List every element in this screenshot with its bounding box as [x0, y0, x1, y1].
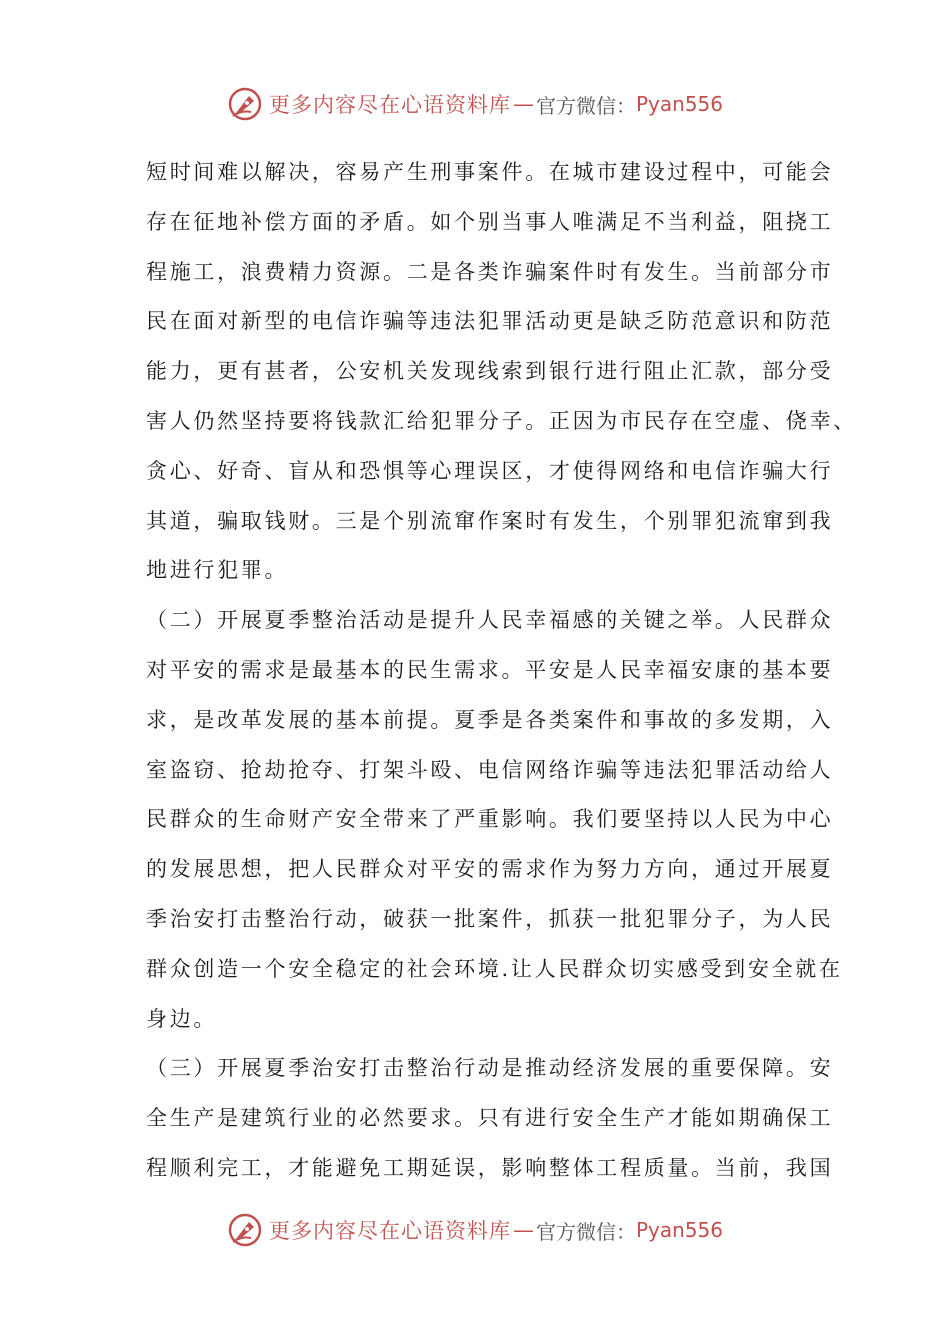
header-banner: [0, 84, 950, 124]
text-line: 能力，更有甚者，公安机关发现线索到银行进行阻止汇款，部分受: [146, 359, 834, 384]
text-line: 民群众的生命财产安全带来了严重影响。我们要坚持以人民为中心: [146, 807, 834, 832]
text-line: 地进行犯罪。: [146, 558, 289, 583]
text-line: 的发展思想，把人民群众对平安的需求作为努力方向，通过开展夏: [146, 857, 834, 882]
pen-nib-logo-icon: [227, 86, 263, 122]
wechat-label: 官方微信：: [535, 93, 636, 118]
text-line: 身边。: [146, 1006, 218, 1031]
brand-dash: —: [512, 1218, 534, 1242]
wechat-id: Pyan556: [635, 1218, 723, 1242]
text-line: （三）开展夏季治安打击整治行动是推动经济发展的重要保障。安: [146, 1056, 834, 1081]
brand-dash: —: [512, 92, 534, 116]
text-line: （二）开展夏季整治活动是提升人民幸福感的关键之举。人民群众: [146, 608, 834, 633]
text-line: 害人仍然坚持要将钱款汇给犯罪分子。正因为市民存在空虚、侥幸、: [146, 408, 857, 433]
text-line: 求，是改革发展的基本前提。夏季是各类案件和事故的多发期，入: [146, 707, 834, 732]
text-line: 群众创造一个安全稳定的社会环境.让人民群众切实感受到安全就在: [146, 956, 843, 981]
document-body: [146, 148, 857, 1194]
text-line: 季治安打击整治行动，破获一批案件，抓获一批犯罪分子，为人民: [146, 906, 834, 931]
text-line: 全生产是建筑行业的必然要求。只有进行安全生产才能如期确保工: [146, 1106, 834, 1131]
wechat-id: Pyan556: [635, 92, 723, 116]
text-line: 民在面对新型的电信诈骗等违法犯罪活动更是缺乏防范意识和防范: [146, 309, 834, 334]
text-line: 其道，骗取钱财。三是个别流窜作案时有发生，个别罪犯流窜到我: [146, 508, 834, 533]
brand-text: 更多内容尽在心语资料库: [268, 1219, 511, 1243]
text-line: 贪心、好奇、盲从和恐惧等心理误区，才使得网络和电信诈骗大行: [146, 458, 834, 483]
text-line: 短时间难以解决，容易产生刑事案件。在城市建设过程中，可能会: [146, 160, 834, 184]
footer-banner: [0, 1210, 950, 1250]
text-line: 室盗窃、抢劫抢夺、打架斗殴、电信网络诈骗等违法犯罪活动给人: [146, 757, 834, 782]
pen-nib-logo-icon: [227, 1212, 263, 1248]
text-line: 对平安的需求是最基本的民生需求。平安是人民幸福安康的基本要: [146, 657, 834, 682]
text-line: 程施工，浪费精力资源。二是各类诈骗案件时有发生。当前部分市: [146, 259, 834, 284]
text-line: 存在征地补偿方面的矛盾。如个别当事人唯满足不当利益，阻挠工: [146, 209, 834, 234]
text-line: 程顺利完工，才能避免工期延误，影响整体工程质量。当前，我国: [146, 1155, 834, 1180]
wechat-label: 官方微信：: [535, 1219, 636, 1244]
brand-text: 更多内容尽在心语资料库: [268, 93, 511, 117]
